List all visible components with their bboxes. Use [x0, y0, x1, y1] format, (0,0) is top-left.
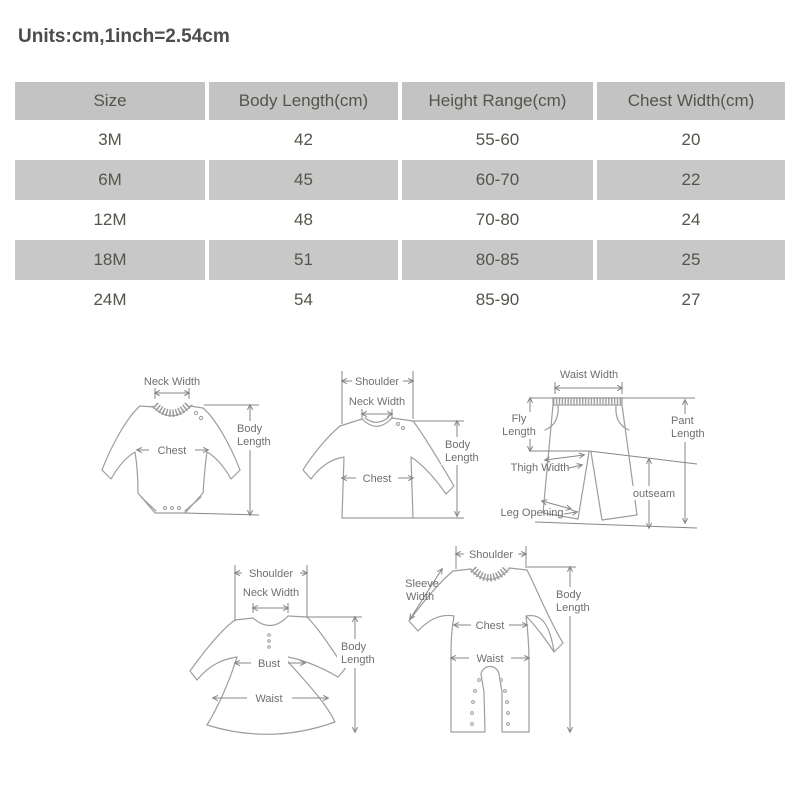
romper-diagram [398, 540, 603, 752]
col-header-chest-width: Chest Width(cm) [593, 82, 785, 120]
pants-diagram [485, 360, 715, 540]
sleeve-width-label: Sleeve [405, 578, 439, 590]
bust-label: Bust [257, 658, 281, 670]
col-header-body-length: Body Length(cm) [205, 82, 398, 120]
shoulder-button [199, 416, 202, 419]
pant-length-label: Pant [671, 415, 694, 427]
body-length-label: Body [556, 589, 582, 601]
leg-snap [507, 723, 510, 726]
crotch-snap [164, 507, 167, 510]
size-value: 18M [15, 240, 205, 280]
dress-dimensions [213, 565, 381, 732]
pockets [545, 405, 629, 430]
waist-width-label: Waist Width [559, 369, 619, 381]
crotch-snap [171, 507, 174, 510]
leg-snap [471, 712, 474, 715]
col-header-size: Size [15, 82, 205, 120]
fly-length-label: Length [502, 426, 536, 438]
col-header-height-range: Height Range(cm) [398, 82, 593, 120]
chest-label: Chest [475, 620, 505, 632]
bodysuit-outline [102, 404, 240, 513]
body-length-label: Body [341, 641, 367, 653]
chest-width-value: 25 [593, 240, 785, 280]
units-note: Units:cm,1inch=2.54cm [18, 26, 230, 47]
size-value: 12M [93, 210, 127, 229]
body-length-label: Length [341, 654, 375, 666]
height-range-value: 55-60 [398, 120, 593, 160]
pants-dimensions [501, 369, 714, 528]
height-range-value: 85-90 [398, 280, 593, 320]
table-row [15, 240, 785, 280]
collar [253, 616, 288, 626]
height-range-value: 80-85 [398, 240, 593, 280]
dress-outline [190, 616, 345, 734]
shoulder-label: Shoulder [468, 549, 514, 561]
body-length-label: Length [237, 436, 271, 448]
size-value: 6M [15, 160, 205, 200]
chest-width-value: 24 [593, 200, 785, 240]
placket-button [268, 646, 271, 649]
shoulder-button [397, 423, 400, 426]
table-header-row [15, 82, 785, 120]
body-length-label: Length [445, 452, 479, 464]
chest-label: Chest [362, 473, 392, 485]
placket-button [268, 640, 271, 643]
shirt-diagram [300, 358, 479, 543]
leg-snap [500, 679, 503, 682]
chest-width-value: 20 [593, 120, 785, 160]
table-row [15, 120, 785, 160]
size-table [15, 82, 785, 320]
shirt-outline [303, 417, 454, 518]
shoulder-button [194, 411, 197, 414]
chest-label: Chest [157, 445, 187, 457]
body-length-value: 48 [205, 200, 398, 240]
waist-label: Waist [476, 653, 504, 665]
sleeve-width-label: Width [405, 591, 435, 603]
height-range-value: 70-80 [398, 200, 593, 240]
neck-width-label: Neck Width [348, 396, 406, 408]
chest-width-value: 27 [593, 280, 785, 320]
thigh-width-arrow [545, 455, 584, 460]
collar [362, 417, 392, 426]
body-length-value: 51 [205, 240, 398, 280]
pant-length-label: Length [671, 428, 705, 440]
size-value: 3M [98, 130, 122, 149]
leg-snap [471, 723, 474, 726]
body-length-value: 42 [205, 120, 398, 160]
leg-opening-label: Leg Opening [500, 507, 564, 519]
leg-snap [506, 701, 509, 704]
leg-snap [474, 690, 477, 693]
placket-button [268, 634, 271, 637]
thigh-width-label: Thigh Width [510, 462, 570, 474]
shirt-dimensions [342, 371, 479, 518]
leg-snap [504, 690, 507, 693]
pants-outline [543, 398, 637, 520]
body-length-value: 54 [205, 280, 398, 320]
table-row [15, 200, 785, 240]
body-length-label: Body [445, 439, 471, 451]
body-length-value: 45 [205, 160, 398, 200]
body-length-label: Body [237, 423, 263, 435]
neck-width-label: Neck Width [143, 376, 201, 388]
table-row [15, 280, 785, 320]
fly-length-label: Fly [511, 413, 527, 425]
crotch-snap [178, 507, 181, 510]
shoulder-label: Shoulder [248, 568, 294, 580]
bodysuit-diagram [88, 360, 298, 540]
outseam-label: outseam [632, 488, 676, 500]
body-length-label: Length [556, 602, 590, 614]
leg-snap [478, 679, 481, 682]
table-row [15, 160, 785, 200]
waist-label: Waist [255, 693, 283, 705]
chest-width-value: 22 [593, 160, 785, 200]
leg-snap [472, 701, 475, 704]
size-value: 24M [93, 290, 127, 309]
height-range-value: 60-70 [398, 160, 593, 200]
shoulder-button [402, 427, 405, 430]
neck-width-label: Neck Width [242, 587, 300, 599]
shoulder-label: Shoulder [354, 376, 400, 388]
leg-snap [507, 712, 510, 715]
dress-diagram [185, 555, 385, 745]
bodysuit-dimensions [137, 376, 277, 515]
